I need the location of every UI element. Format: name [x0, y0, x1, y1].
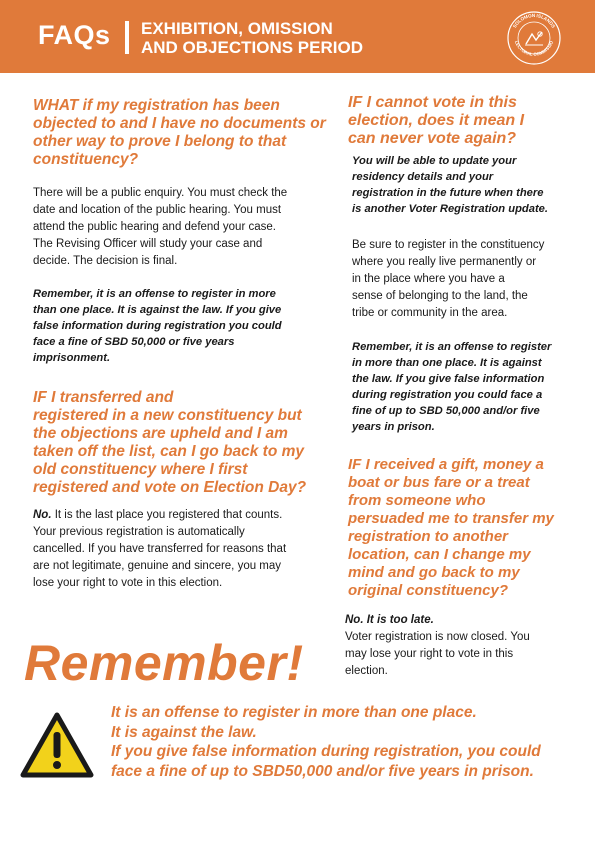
a3-line: You will be able to update your: [352, 155, 517, 167]
a1-line: attend the public hearing and defend your case.: [33, 221, 276, 233]
p3-line: where you really live permanently or: [352, 256, 537, 268]
faqs-label: FAQs: [38, 20, 111, 50]
a2-line: lose your right to vote in this election.: [33, 577, 223, 589]
page-title: [141, 19, 363, 57]
a4-line: Voter registration is now closed. You: [345, 631, 530, 643]
warning-message: [111, 703, 541, 781]
a3-line: residency details and your: [352, 171, 494, 183]
a3-line: registration in the future when there: [352, 187, 544, 199]
warning-line: face a fine of up to SBD50,000 and/or five years in prison.: [111, 762, 534, 780]
p3-line: sense of belonging to the land, the: [352, 290, 528, 302]
a4-line: may lose your right to vote in this: [345, 648, 514, 660]
q1-line: other way to prove I belong to that: [33, 133, 287, 150]
r1-line: false information during registration you could: [33, 320, 282, 332]
q4-line: location, can I change my: [348, 546, 531, 563]
q4-line: boat or bus fare or a treat: [348, 474, 530, 491]
a1-line: decide. The decision is final.: [33, 255, 178, 267]
r3-line: in more than one place. It is against: [352, 357, 542, 369]
title-line-1: EXHIBITION, OMISSION: [141, 19, 333, 38]
r1-line: face a fine of SBD 50,000 or five years: [33, 336, 235, 348]
q3-line: IF I cannot vote in this: [348, 94, 517, 111]
r1-line: than one place. It is against the law. If you give: [33, 304, 282, 316]
a2-line: cancelled. If you have transferred for reasons that: [33, 543, 287, 555]
q4-line: mind and go back to my: [348, 564, 520, 581]
a4-line: election.: [345, 665, 388, 677]
warning-line: It is against the law.: [111, 723, 257, 741]
r3-line: during registration you could face a: [352, 389, 543, 401]
r3-line: the law. If you give false information: [352, 373, 545, 385]
header-divider: [125, 21, 129, 54]
answer-3-text: [352, 153, 548, 217]
q3-line: election, does it mean I: [348, 112, 525, 129]
r1-line: imprisonment.: [33, 352, 111, 364]
a2-line: are not legitimate, genuine and sincere, you may: [33, 560, 282, 572]
seal-text-top: SOLOMON ISLANDS: [511, 12, 557, 29]
warning-line: It is an offense to register in more than one place.: [111, 704, 477, 721]
remember-heading: Remember!: [24, 635, 304, 691]
a3-line: is another Voter Registration update.: [352, 203, 549, 215]
a1-line: date and location of the public hearing. You must: [33, 204, 282, 216]
question-3-heading: [348, 94, 524, 148]
q1-line: WHAT if my registration has been: [33, 97, 280, 114]
a2-line: Your previous registration is automatically: [33, 526, 245, 538]
title-line-2: AND OBJECTIONS PERIOD: [141, 38, 363, 57]
q4-line: from someone who: [348, 492, 486, 509]
r3-line: Remember, it is an offense to register: [352, 341, 552, 353]
p3-line: Be sure to register in the constituency: [352, 239, 545, 251]
answer-4-text: [345, 612, 530, 680]
q2-line: registered and vote on Election Day?: [33, 479, 307, 496]
q2-line: taken off the list, can I go back to my: [33, 443, 305, 460]
r1-line: Remember, it is an offense to register in more: [33, 288, 276, 300]
answer-1-text: [33, 185, 287, 270]
electoral-commission-seal-icon: [506, 10, 562, 66]
a2-first: It is the last place you registered that counts.: [51, 509, 283, 521]
p3-line: tribe or community in the area.: [352, 307, 508, 319]
reminder-1-text: [33, 286, 282, 366]
seal-text-bottom: LECTORAL COMMISSIO: [513, 40, 555, 57]
q2-line: registered in a new constituency but: [33, 407, 302, 424]
q4-line: original constituency?: [348, 582, 509, 599]
r3-line: fine of up to SBD 50,000 and/or five: [352, 405, 540, 417]
answer-2-text: [33, 507, 286, 592]
q1-line: constituency?: [33, 151, 139, 168]
a1-line: The Revising Officer will study your case and: [33, 238, 263, 250]
q2-line: IF I transferred and: [33, 389, 174, 406]
question-1-heading: [33, 97, 326, 169]
a2-first-line: [33, 507, 286, 524]
reminder-3-text: [352, 339, 551, 435]
header-banner: [0, 0, 595, 73]
q1-line: objected to and I have no documents or: [33, 115, 326, 132]
q2-line: the objections are upheld and I am: [33, 425, 288, 442]
warning-triangle-icon: [20, 712, 94, 778]
q4-line: persuaded me to transfer my: [348, 510, 554, 527]
question-2-heading: [33, 389, 306, 497]
question-4-heading: [348, 456, 554, 600]
a2-lead: No.: [33, 509, 52, 521]
q4-line: IF I received a gift, money a: [348, 456, 544, 473]
r3-line: years in prison.: [352, 421, 435, 433]
a4-lead: No. It is too late.: [345, 614, 434, 626]
paragraph-3-text: [352, 237, 544, 322]
a1-line: There will be a public enquiry. You must check the: [33, 187, 288, 199]
q3-line: can never vote again?: [348, 130, 517, 147]
q2-line: old constituency where I first: [33, 461, 248, 478]
q4-line: registration to another: [348, 528, 509, 545]
warning-line: If you give false information during registration, you could: [111, 743, 541, 760]
p3-line: in the place where you have a: [352, 273, 505, 285]
